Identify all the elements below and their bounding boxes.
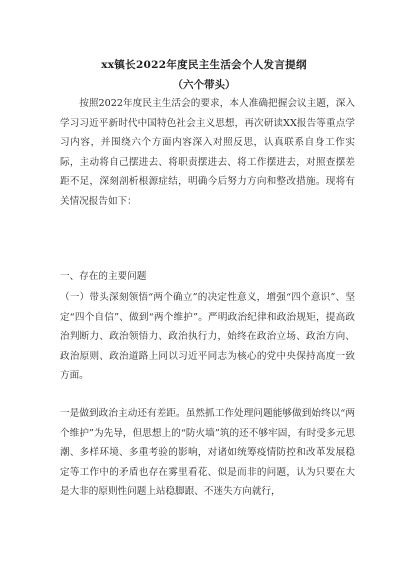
intro-paragraph: 按照2022年度民主生活会的要求，本人准确把握会议主题，深入学习习近平新时代中国特色社会主义思想，再次研读XX报告等重点学习内容，并围绕六个方面内容深入对照反思，认真联系自身工作实际，主动将自己摆进去、将职责摆进去、将工作摆进去，对照查摆差距不足，深刻剖析根源症结，明确今后努力方向和整改措施。现将有关情况报告如下： <box>60 98 355 207</box>
document-subtitle: （六个带头） <box>172 79 236 91</box>
point-two-paragraph: 一是做到政治主动还有差距。虽然抓工作处理问题能够做到始终以“两个维护”为先导，但思想上的“防火墙”筑的还不够牢固，有时受多元思潮、多样环境、多重考验的影响，对诸如统筹疫情防控和改革发展稳定等工作中的矛盾也存在雾里看花、似是而非的问题，认为只要在大是大非的原则性问题上站稳脚跟、不迷失方向就行， <box>60 408 355 498</box>
point-one-paragraph: （一）带头深刻领悟“两个确立”的决定性意义，增强“四个意识”、坚定“四个自信”、做到“两个维护”。严明政治纪律和政治规矩，提高政治判断力、政治领悟力、政治执行力，始终在政治立场、政治方向、政治原则、政治道路上同以习近平同志为核心的党中央保持高度一致方面。 <box>60 292 355 382</box>
document-title: xx镇长2022年度民主生活会个人发言提纲 <box>101 59 307 71</box>
section-heading: 一、存在的主要问题 <box>60 271 147 282</box>
